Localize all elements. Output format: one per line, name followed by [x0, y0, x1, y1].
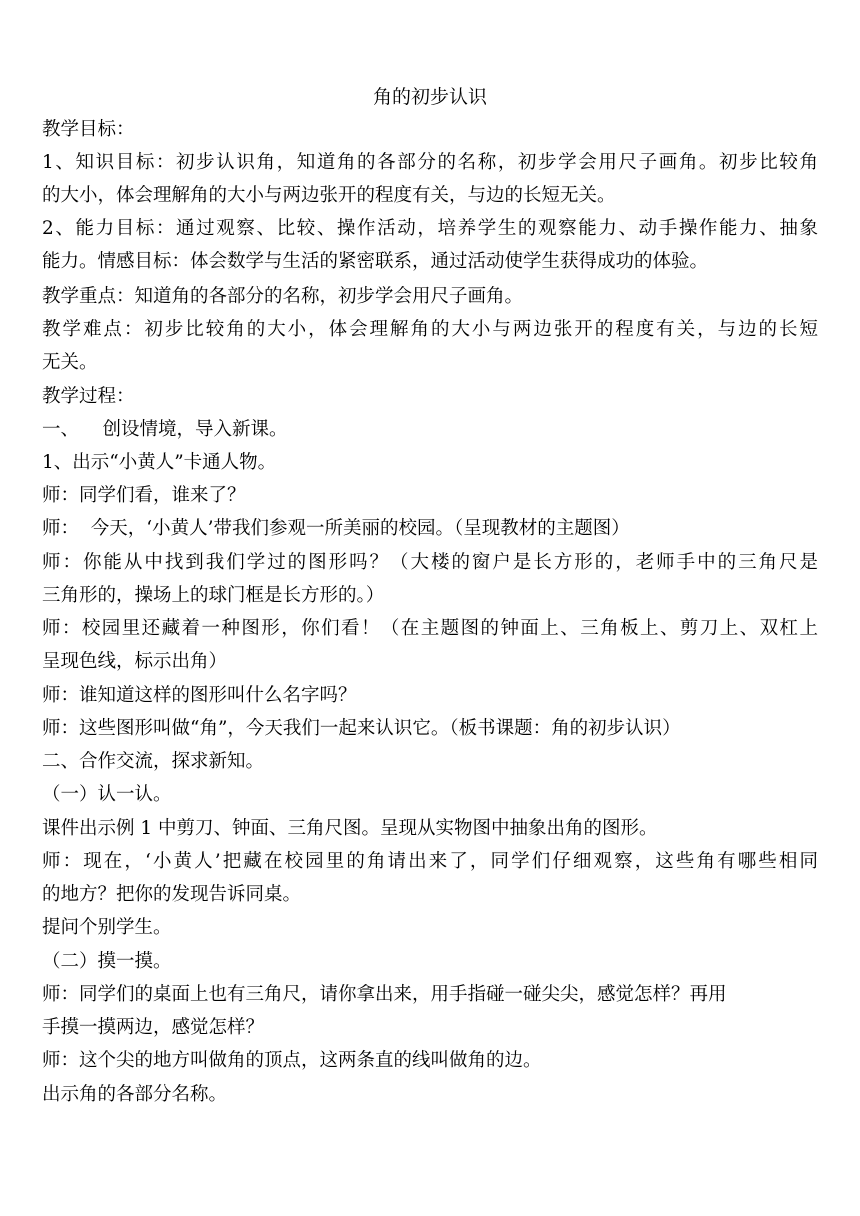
text-line: 手摸一摸两边，感觉怎样？ — [42, 1017, 265, 1038]
text-line: 教学重点：知道角的各部分的名称，初步学会用尺子画角。 — [42, 286, 524, 307]
text-line: 师：校园里还藏着一种图形，你们看！（在主题图的钟面上、三角板上、剪刀上、双杠上 — [42, 618, 818, 639]
text-line: 师：这些图形叫做“角”，今天我们一起来认识它。（板书课题：角的初步认识） — [42, 718, 681, 739]
text-line: 师： 今天，‘小黄人’带我们参观一所美丽的校园。（呈现教材的主题图） — [42, 518, 630, 539]
text-line: 三角形的，操场上的球门框是长方形的。） — [42, 585, 385, 606]
text-line: 的地方？把你的发现告诉同桌。 — [42, 884, 302, 905]
text-line: 师：同学们看，谁来了？ — [42, 485, 246, 506]
text-line: 2、能力目标：通过观察、比较、操作活动，培养学生的观察能力、动手操作能力、抽象 — [42, 218, 818, 239]
document-title: 角的初步认识 — [372, 86, 487, 108]
text-line: 课件出示例 1 中剪刀、钟面、三角尺图。呈现从实物图中抽象出角的图形。 — [42, 818, 658, 839]
text-line: 无关。 — [42, 352, 98, 373]
text-line: 师：你能从中找到我们学过的图形吗？（大楼的窗户是长方形的，老师手中的三角尺是 — [42, 552, 818, 573]
text-line: 呈现色线，标示出角） — [42, 651, 228, 672]
text-line: 师：这个尖的地方叫做角的顶点，这两条直的线叫做角的边。 — [42, 1050, 542, 1071]
text-line: 教学难点：初步比较角的大小，体会理解角的大小与两边张开的程度有关，与边的长短 — [42, 319, 818, 340]
text-line: 提问个别学生。 — [42, 917, 172, 938]
text-line: 教学过程： — [42, 386, 135, 407]
text-line: 一、 创设情境，导入新课。 — [42, 419, 288, 440]
text-line: 二、合作交流，探求新知。 — [42, 751, 265, 772]
text-line: 能力。情感目标：体会数学与生活的紧密联系，通过活动使学生获得成功的体验。 — [42, 251, 709, 272]
text-line: （二）摸一摸。 — [42, 951, 172, 972]
text-line: 师：同学们的桌面上也有三角尺，请你拿出来，用手指碰一碰尖尖，感觉怎样？再用 — [42, 984, 727, 1005]
text-line: 出示角的各部分名称。 — [42, 1084, 228, 1105]
text-line: 1、出示“小黄人”卡通人物。 — [42, 452, 277, 473]
text-line: 师：现在，‘小黄人’把藏在校园里的角请出来了，同学们仔细观察，这些角有哪些相同 — [42, 851, 818, 872]
text-line: 1、知识目标：初步认识角，知道角的各部分的名称，初步学会用尺子画角。初步比较角 — [42, 152, 818, 173]
text-line: （一）认一认。 — [42, 784, 172, 805]
text-line: 的大小，体会理解角的大小与两边张开的程度有关，与边的长短无关。 — [42, 185, 616, 206]
text-line: 师：谁知道这样的图形叫什么名字吗？ — [42, 685, 357, 706]
text-line: 教学目标： — [42, 119, 135, 140]
